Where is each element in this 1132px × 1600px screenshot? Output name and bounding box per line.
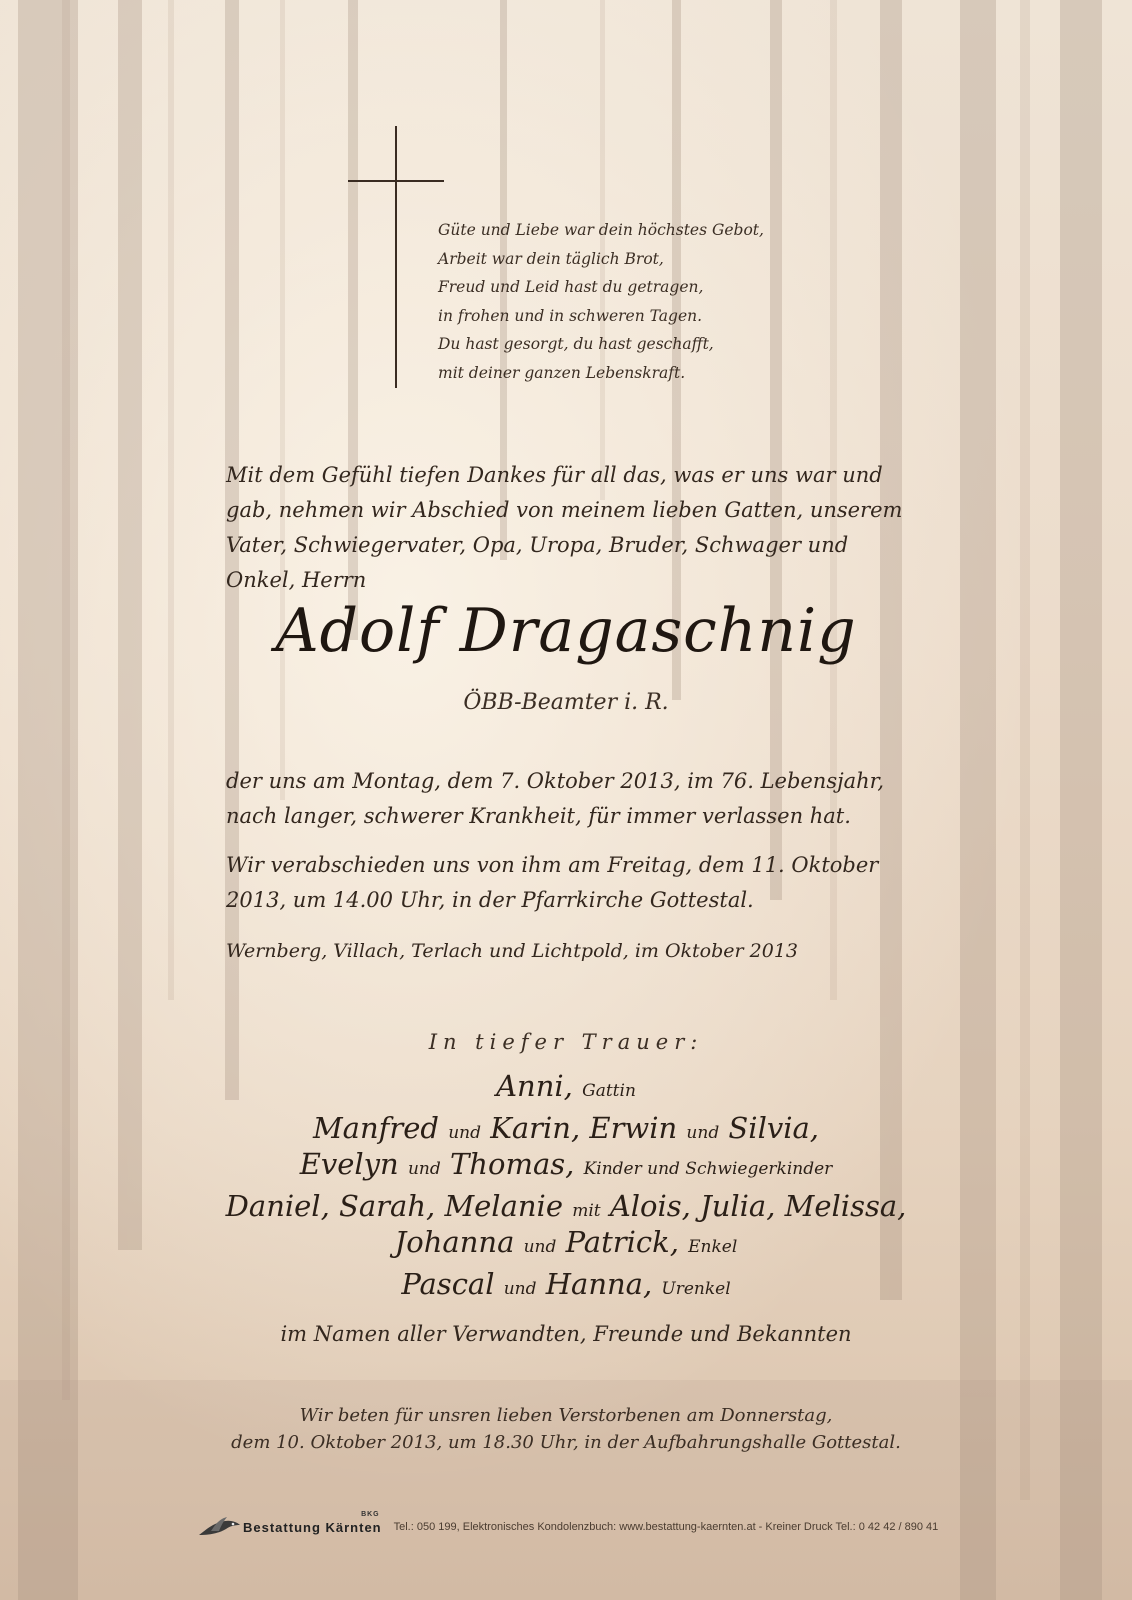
poem-line: in frohen und in schweren Tagen. [438, 306, 703, 325]
conjunction: mit [572, 1201, 601, 1221]
poem-line: Güte und Liebe war dein höchstes Gebot, [438, 221, 764, 239]
conjunction: und [686, 1123, 720, 1143]
mourner-name: Thomas, [449, 1147, 575, 1181]
prayer-line: dem 10. Oktober 2013, um 18.30 Uhr, in der Aufbahrungshalle Gottestal. [231, 1432, 901, 1453]
deceased-name: Adolf Dragaschnig [275, 596, 857, 666]
prayer-line: Wir beten für unsren lieben Verstorbenen am Donnerstag, [299, 1405, 833, 1426]
prayer-notice [0, 1402, 1132, 1456]
relation-label: Urenkel [661, 1279, 731, 1299]
mourners-line-grandchildren-2 [0, 1227, 1132, 1263]
mourners-list [0, 1071, 1132, 1305]
mourner-name: Karin, Erwin [490, 1111, 678, 1145]
mourner-name: Evelyn [299, 1147, 399, 1181]
mourner-name: Alois, Julia, Melissa, [609, 1189, 907, 1223]
footer [197, 1510, 939, 1541]
mourners-line-spouse [0, 1071, 1132, 1107]
mourner-name: Pascal [401, 1267, 495, 1301]
relation-label: Gattin [582, 1081, 636, 1101]
relation-label: Kinder und Schwiegerkinder [583, 1159, 833, 1179]
poem-line: Freud und Leid hast du getragen, [438, 278, 704, 296]
contact-info: Tel.: 050 199, Elektronisches Kondolenzbuch: www.bestattung-kaernten.at - Kreiner Druck Tel.: 0 42 42 / 890 41 [393, 1521, 939, 1533]
places-date-line: Wernberg, Villach, Terlach und Lichtpold, im Oktober 2013 [226, 940, 799, 962]
mourners-line-children-2 [0, 1149, 1132, 1185]
death-notice-paragraph: der uns am Montag, dem 7. Oktober 2013, im 76. Lebensjahr, nach langer, schwerer Krankheit, für immer verlassen hat. [226, 769, 885, 828]
conjunction: und [407, 1159, 441, 1179]
intro-paragraph: Mit dem Gefühl tiefen Dankes für all das, was er uns war und gab, nehmen wir Abschied von meinem lieben Gatten, unserem Vater, Schwiegervater, Opa, Uropa, Bruder, Schwager und Onkel, Herrn [226, 463, 903, 592]
farewell-paragraph: Wir verabschieden uns von ihm am Freitag, dem 11. Oktober 2013, um 14.00 Uhr, in der Pfarrkirche Gottestal. [226, 853, 879, 912]
mourner-name: Manfred [312, 1111, 439, 1145]
conjunction: und [448, 1123, 481, 1143]
memorial-poem [438, 216, 858, 387]
brand-abbreviation: BKG [361, 1510, 380, 1518]
mourner-name: Hanna, [545, 1267, 653, 1301]
mourner-name: Anni, [496, 1069, 573, 1103]
deceased-title: ÖBB-Beamter i. R. [463, 690, 669, 715]
mourner-name: Johanna [394, 1225, 515, 1259]
mourners-line-children [0, 1113, 1132, 1149]
mourners-line-grandchildren [0, 1191, 1132, 1227]
mourner-name: Daniel, Sarah, Melanie [225, 1189, 563, 1223]
cross-vertical-bar [395, 126, 397, 388]
mourners-line-great-grandchildren [0, 1269, 1132, 1305]
poem-line: Du hast gesorgt, du hast geschafft, [438, 335, 714, 353]
mourning-heading: In tiefer Trauer: [428, 1030, 704, 1054]
brand-name [243, 1510, 382, 1535]
poem-line: mit deiner ganzen Lebenskraft. [438, 363, 686, 382]
mourner-name: Patrick, [565, 1225, 679, 1259]
cross-horizontal-bar [348, 180, 444, 182]
conjunction: und [523, 1237, 557, 1257]
bird-logo-icon [197, 1513, 241, 1541]
brand-label: Bestattung Kärnten [243, 1519, 382, 1535]
closing-line: im Namen aller Verwandten, Freunde und Bekannten [280, 1322, 852, 1346]
relation-label: Enkel [688, 1237, 738, 1257]
conjunction: und [503, 1279, 537, 1299]
poem-line: Arbeit war dein täglich Brot, [438, 249, 664, 268]
mourner-name: Silvia, [728, 1111, 820, 1145]
